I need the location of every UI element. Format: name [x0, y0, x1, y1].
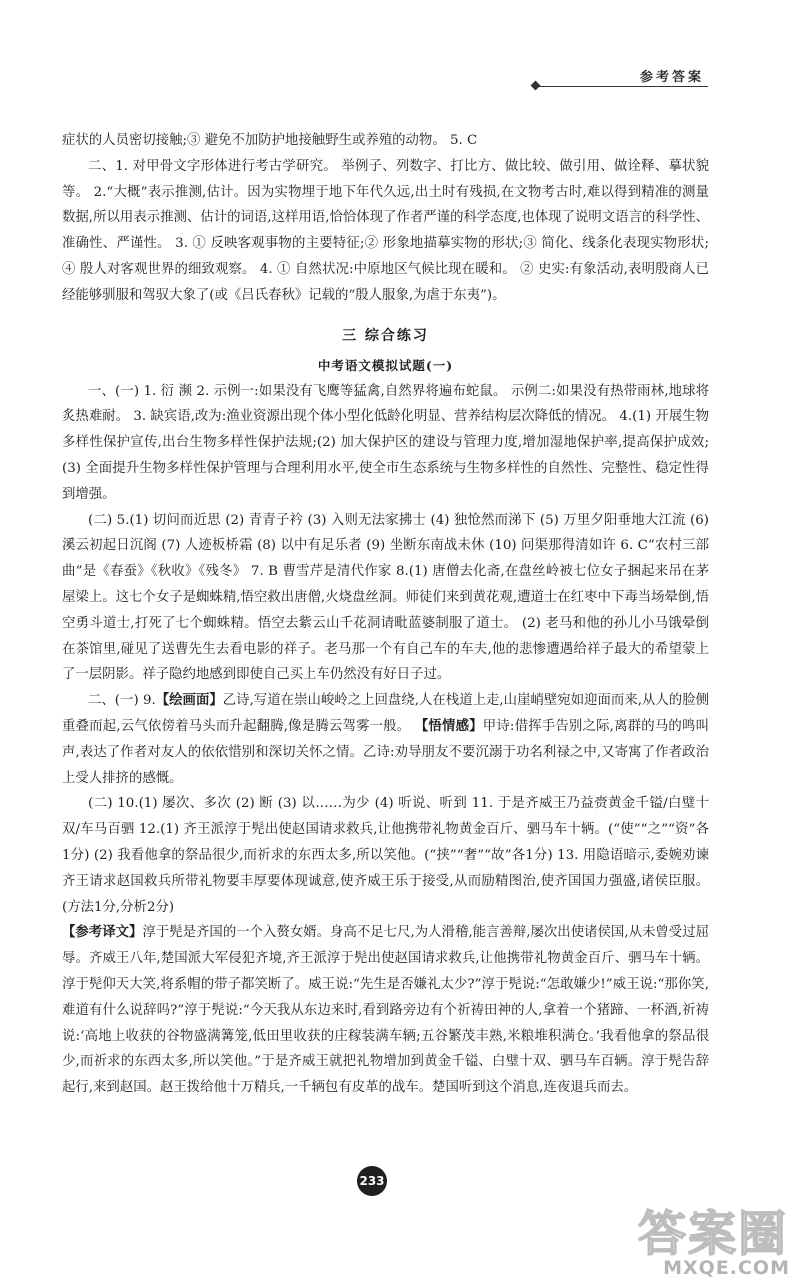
page-header — [532, 62, 708, 92]
watermark-url: MXQE.COM — [663, 1257, 790, 1279]
answer-paragraph: 一、(一) 1. 衍 濒 2. 示例一:如果没有飞鹰等猛禽,自然界将遍布蛇鼠。 示例二:如果没有热带雨林,地球将炙热难耐。 3. 缺宾语,改为:渔业资源出现个体小型化低龄化明显、营养结构层次降低的情况。 4.(1) 开展生物多样性保护宣传,出台生物多样性保护法规;(2) 加大保护区的建设与管理力度,增加湿地保护率,提高保护成效;(3) 全面提升生物多样性保护管理与合理利用水平,使全市生态系统与生物多样性的自然性、完整性、稳定性得到增强。 — [62, 383, 709, 502]
answer-paragraph: 二、1. 对甲骨文字形体进行考古学研究。 举例子、列数字、打比方、做比较、做引用、做诠释、摹状貌等。 2.“大概”表示推测,估计。因为实物埋于地下年代久远,出土时有残损,在文物考古时,难以得到精准的测量数据,所以用表示推测、估计的词语,这样用语,恰恰体现了作者严谨的科学态度,也体现了说明文语言的科学性、准确性、严谨性。 3. ① 反映客观事物的主要特征;② 形象地描摹实物的形状;③ 简化、线条化表现实物形状;④ 殷人对客观世界的细致观察。 4. ① 自然状况:中原地区气候比现在暖和。 ② 史实:有象活动,表明殷商人已经能够驯服和驾驭大象了(或《吕氏春秋》记载的“殷人服象,为虐于东夷”)。 — [62, 158, 709, 303]
header-title: 参考答案 — [639, 70, 704, 85]
answer-paragraph: (二) 5.(1) 切问而近思 (2) 青青子衿 (3) 入则无法家拂士 (4) 独怆然而涕下 (5) 万里夕阳垂地大江流 (6) 溪云初起日沉阁 (7) 人迹板桥霜 (8) 以中有足乐者 (9) 坐断东南战未休 (10) 问渠那得清如许 6. C“农村三部曲”是《春蚕》《秋收》《残冬》 7. B 曹雪芹是清代作家 8.(1) 唐僧去化斋,在盘丝岭被七位女子捆起来吊在茅屋梁上。这七个女子是蜘蛛精,悟空救出唐僧,火烧盘丝洞。师徒们来到黄花观,遭道士在红枣中下毒当场晕倒,悟空勇斗道士,打死了七个蜘蛛精。悟空去紫云山千花洞请毗蓝婆制服了道士。 (2) 老马和他的孙儿小马饿晕倒在茶馆里,碰见了送曹先生去看电影的祥子。老马那一个有自己车的车夫,他的悲惨遭遇给祥子最大的希望蒙上了一层阴影。祥子隐约地感到即使自己买上车仍然没有好日子过。 — [62, 512, 709, 683]
watermark-text: 答案圈 — [637, 1206, 788, 1262]
page-body — [62, 128, 709, 1101]
question-number: 二、(一) 9. — [88, 693, 156, 709]
translation-paragraph — [62, 920, 709, 1101]
translation-text: 淳于髡是齐国的一个入赘女婿。身高不足七尺,为人滑稽,能言善辩,屡次出使诸侯国,从未曾受过屈辱。齐威王八年,楚国派大军侵犯齐境,齐王派淳于髡出使赵国请求救兵,让他携带礼物黄金百斤、驷马车十辆。淳于髡仰天大笑,将系帽的带子都笑断了。威王说:“先生是否嫌礼太少?”淳于髡说:“怎敢嫌少!”威王说:“那你笑,难道有什么说辞吗?”淳于髡说:“今天我从东边来时,看到路旁边有个祈祷田神的人,拿着一个猪蹄、一杯酒,祈祷说:‘高地上收获的谷物盛满篝笼,低田里收获的庄稼装满车辆;五谷繁茂丰熟,米粮堆积满仓。’我看他拿的祭品很少,而祈求的东西太多,所以笑他。”于是齐威王就把礼物增加到黄金千镒、白璧十双、驷马车百辆。淳于髡告辞起行,来到赵国。赵王拨给他十万精兵,一千辆包有皮革的战车。楚国听到这个消息,连夜退兵而去。 — [62, 925, 709, 1096]
answer-text: 甲诗:借挥手告别之际,离群的马的鸣叫声,表达了作者对友人的依依惜别和深切关怀之情。乙诗:劝导朋友不要沉溺于功名利禄之中,又寄寓了作者政治上受人排挤的感慨。 — [62, 718, 709, 786]
section-title: 三 综合练习 — [342, 327, 429, 344]
page-number: 233 — [357, 1166, 387, 1196]
answer-paragraph: 症状的人员密切接触;③ 避免不加防护地接触野生或养殖的动物。 5. C — [62, 133, 478, 148]
answer-paragraph: (二) 10.(1) 屡次、多次 (2) 断 (3) 以……为少 (4) 听说、听到 11. 于是齐威王乃益赍黄金千镒/白璧十双/车马百驷 12.(1) 齐王派淳于髡出使赵国请求救兵,让他携带礼物黄金百斤、驷马车十辆。(“使”“之”“资”各1分) (2) 我看他拿的祭品很少,而祈求的东西太多,所以笑他。(“挟”“奢”“故”各1分) 13. 用隐语暗示,委婉劝谏齐王请求赵国救兵所带礼物要丰厚要体现诚意,使齐威王乐于接受,从而励精图治,使齐国国力强盛,诸侯臣服。(方法1分,分析2分) — [62, 796, 709, 915]
bracket-tag: 【悟情感】 — [414, 717, 483, 734]
bracket-tag: 【绘画面】 — [155, 692, 223, 709]
watermark-logo — [586, 1195, 794, 1285]
header-rule — [538, 86, 708, 87]
answer-paragraph — [62, 688, 709, 791]
bracket-tag: 【参考译文】 — [62, 924, 143, 941]
answer-text: 乙诗,写道在崇山峻岭之上回盘绕,人在栈道上走,山崖峭壁宛如迎面而来,从人的脸侧重叠而起,云气依傍着马头而升起翻腾,像是腾云驾雾一般。 — [62, 693, 710, 734]
exam-title: 中考语文模拟试题(一) — [317, 357, 454, 373]
